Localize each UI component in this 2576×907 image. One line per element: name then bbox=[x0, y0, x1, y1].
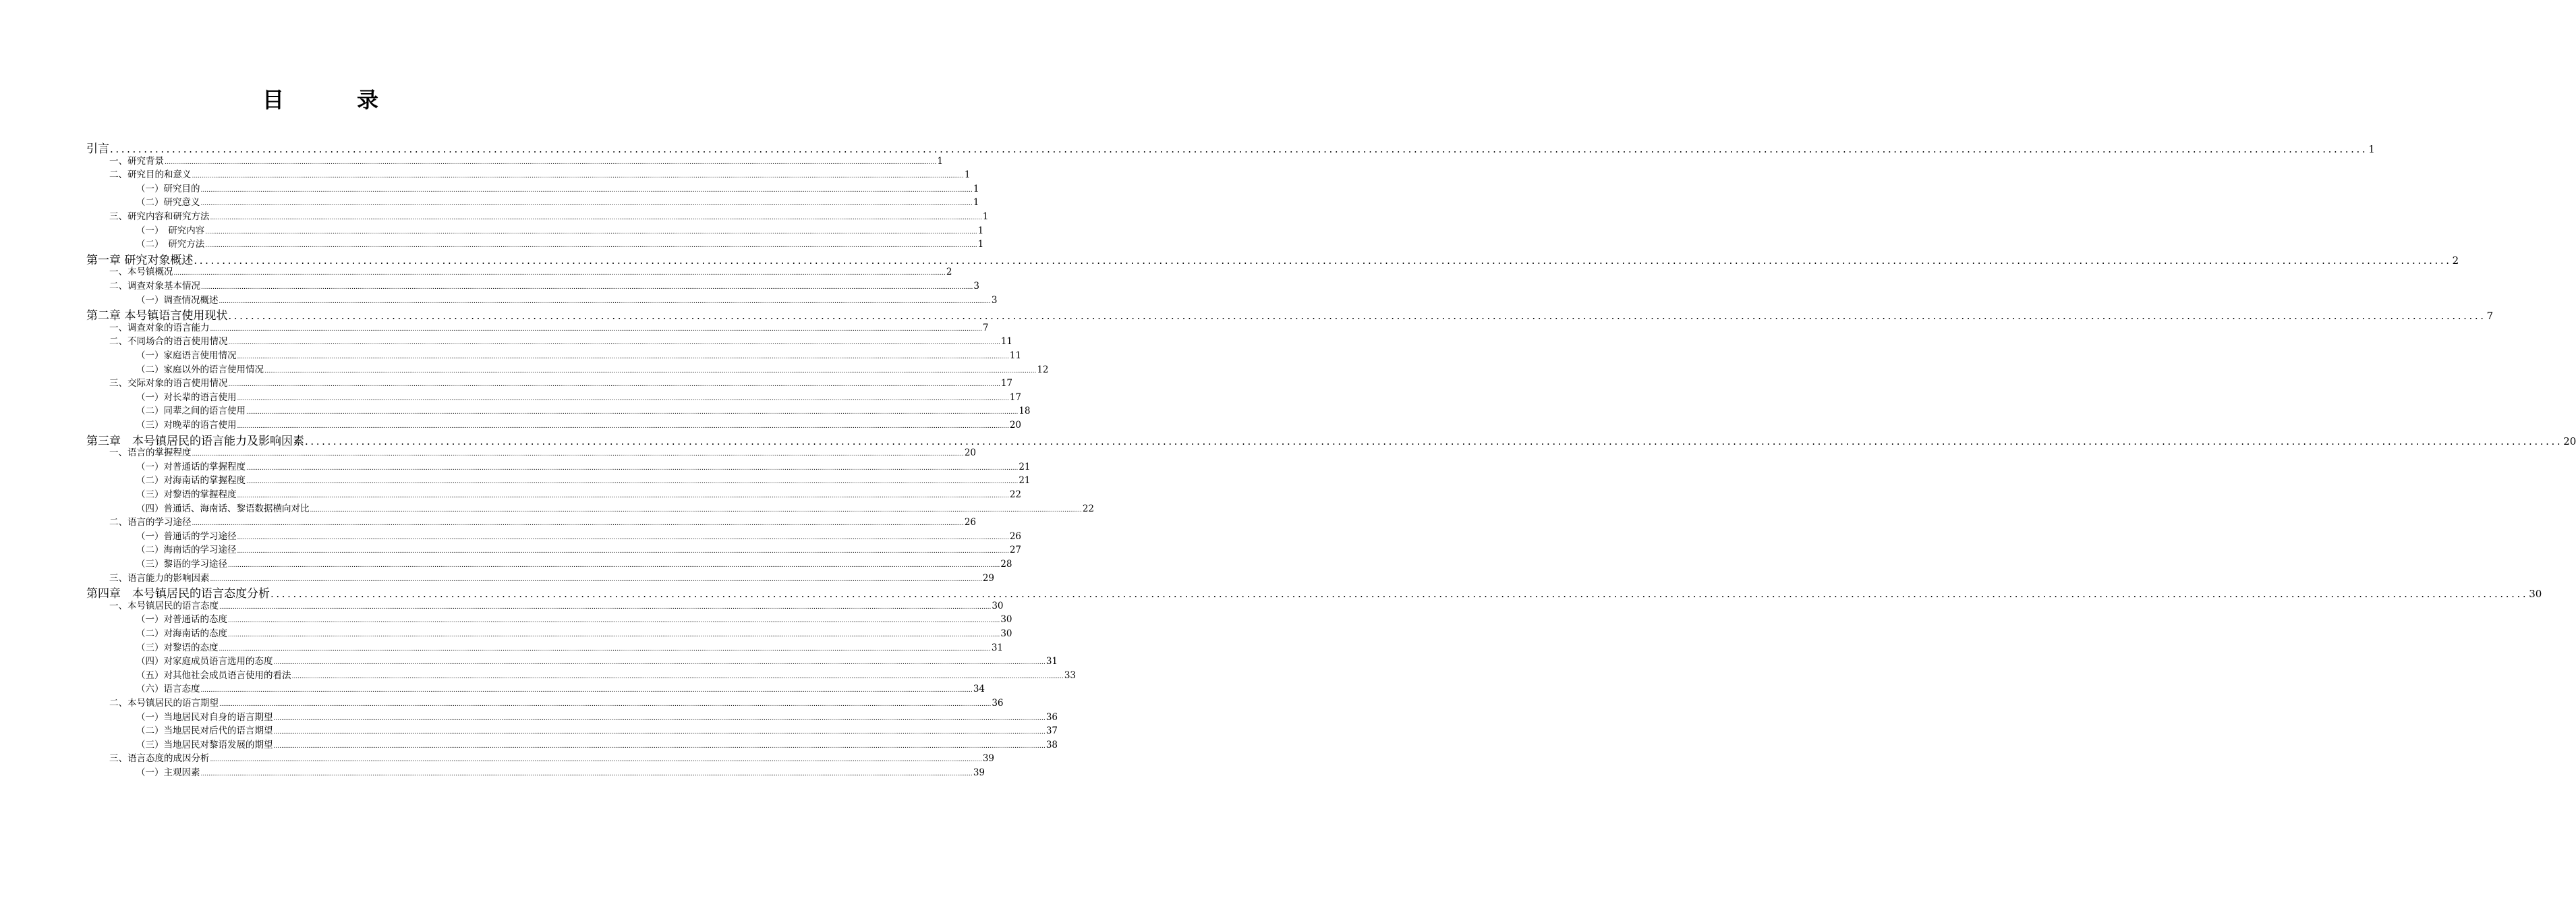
toc-page-number: 1 bbox=[982, 211, 989, 222]
toc-entry-label: （一）普通话的学习途径 bbox=[136, 530, 237, 542]
toc-leader-dots: ................................................................................................................................................................................................................................................................................................................................................................................................................ bbox=[228, 381, 1000, 389]
toc-leader-dots: ................................................................................................................................................................................................................................................................................................................................................................................................................ bbox=[246, 478, 1019, 486]
toc-entry[interactable] bbox=[136, 653, 1058, 667]
toc-leader-dots: ................................................................................................................................................................................................................................................................................................................................................................................................................ bbox=[237, 423, 1009, 430]
toc-page-number: 17 bbox=[1000, 378, 1013, 389]
toc-entry[interactable] bbox=[109, 695, 1004, 709]
toc-entry[interactable] bbox=[136, 709, 1058, 723]
toc-entry-label: （六）语言态度 bbox=[136, 684, 200, 695]
toc-page-number: 26 bbox=[1009, 530, 1022, 542]
toc-leader-dots: ................................................................................................................................................................................................................................................................................................................................................................................................................ bbox=[205, 228, 977, 236]
toc-leader-dots: ................................................................................................................................................................................................................................................................................................................................................................................................................ bbox=[200, 771, 973, 777]
page-title: 目 录 bbox=[262, 87, 404, 113]
toc-leader-dots: ................................................................................................................................................................................................................................................................................................................................................................................................................ bbox=[228, 632, 1000, 638]
toc-entry[interactable] bbox=[136, 487, 1022, 500]
toc-page-number: 21 bbox=[1019, 461, 1031, 472]
toc-leader-dots: ................................................................................................................................................................................................................................................................................................................................................................................................................ bbox=[210, 325, 982, 333]
toc-page-number: 39 bbox=[982, 753, 995, 765]
toc-page-number: 1 bbox=[2368, 143, 2375, 155]
toc-entry[interactable] bbox=[136, 181, 979, 194]
toc-leader-dots: ................................................................................................................................................................................................................................................................................................................................................................................................................ bbox=[192, 451, 964, 458]
toc-chapter-entry[interactable] bbox=[86, 306, 2494, 323]
toc-leader-dots: ................................................................................................................................................................................................................................................................................................................................................................................................................ bbox=[192, 173, 964, 180]
toc-chapter-entry[interactable] bbox=[86, 431, 2576, 448]
toc-entry-label: （三）对晚辈的语言使用 bbox=[136, 420, 237, 431]
toc-entry-label: 二、不同场合的语言使用情况 bbox=[109, 336, 228, 348]
toc-entry-label: 引言 bbox=[86, 142, 109, 156]
toc-entry-label: （一）当地居民对自身的语言期望 bbox=[136, 711, 273, 723]
toc-entry-label: 一、本号镇概况 bbox=[109, 267, 173, 278]
toc-entry-label: （一）调查情况概述 bbox=[136, 294, 219, 306]
toc-entry[interactable] bbox=[136, 459, 1031, 472]
toc-page-number: 22 bbox=[1009, 489, 1022, 500]
toc-entry-label: （三）对黎语的态度 bbox=[136, 642, 219, 653]
toc-page-number: 1 bbox=[973, 197, 979, 209]
toc-entry[interactable] bbox=[136, 640, 1004, 653]
toc-leader-dots: ................................................................................................................................................................................................................................................................................................................................................................................................................ bbox=[273, 742, 1046, 750]
toc-entry[interactable] bbox=[136, 723, 1058, 737]
toc-leader-dots: ................................................................................................................................................................................................................................................................................................................................................................................................................ bbox=[291, 673, 1064, 680]
toc-entry[interactable] bbox=[136, 472, 1031, 487]
toc-entry[interactable] bbox=[136, 236, 984, 250]
toc-entry-label: 三、语言能力的影响因素 bbox=[109, 572, 210, 584]
toc-entry-label: （二）同辈之间的语言使用 bbox=[136, 406, 246, 417]
toc-entry-label: （一） 研究内容 bbox=[136, 225, 205, 236]
toc-entry[interactable] bbox=[136, 292, 998, 306]
toc-leader-dots: ................................................................................................................................................................................................................................................................................................................................................................................................................ bbox=[237, 548, 1009, 555]
toc-page-number: 7 bbox=[2486, 310, 2494, 323]
toc-entry-label: （三）当地居民对黎语发展的期望 bbox=[136, 739, 273, 750]
toc-leader-dots: ................................................................................................................................................................................................................................................................................................................................................................................................................ bbox=[228, 339, 1000, 347]
toc-entry-label: （二）家庭以外的语言使用情况 bbox=[136, 364, 264, 375]
toc-leader-dots: ................................................................................................................................................................................................................................................................................................................................................................................................................ bbox=[200, 687, 973, 694]
toc-entry-label: （一）家庭语言使用情况 bbox=[136, 350, 237, 361]
toc-page-number: 3 bbox=[991, 294, 998, 306]
toc-leader-dots: ................................................................................................................................................................................................................................................................................................................................................................................................................ bbox=[210, 757, 982, 764]
toc-entry[interactable] bbox=[136, 417, 1022, 431]
toc-page-number: 27 bbox=[1009, 545, 1022, 556]
toc-entry[interactable] bbox=[136, 611, 1012, 626]
toc-page-number: 2 bbox=[2452, 254, 2459, 267]
toc-entry[interactable] bbox=[109, 445, 977, 459]
toc-page-number: 21 bbox=[1019, 475, 1031, 487]
toc-page-number: 39 bbox=[973, 767, 985, 778]
toc-page-number: 30 bbox=[992, 600, 1004, 611]
toc-leader-dots: ................................................................................................................................................................................................................................................................................................................................................................................................................ bbox=[273, 729, 1046, 736]
toc-entry[interactable] bbox=[136, 765, 985, 778]
toc-entry-label: 三、交际对象的语言使用情况 bbox=[109, 378, 228, 389]
toc-page-number: 2 bbox=[946, 267, 952, 278]
toc-leader-dots: ................................................................................................................................................................................................................................................................................................................................................................................................................ bbox=[194, 254, 2452, 267]
toc-leader-dots: ................................................................................................................................................................................................................................................................................................................................................................................................................ bbox=[310, 506, 1082, 514]
toc-leader-dots: ................................................................................................................................................................................................................................................................................................................................................................................................................ bbox=[110, 143, 2368, 155]
toc-entry-label: （二）对海南话的掌握程度 bbox=[136, 475, 246, 487]
toc-entry-label: （一）研究目的 bbox=[136, 183, 200, 194]
toc-leader-dots: ................................................................................................................................................................................................................................................................................................................................................................................................................ bbox=[237, 354, 1009, 360]
toc-entry[interactable] bbox=[109, 278, 979, 292]
toc-leader-dots: ................................................................................................................................................................................................................................................................................................................................................................................................................ bbox=[273, 659, 1046, 667]
toc-entry[interactable] bbox=[136, 223, 984, 236]
toc-page-number: 1 bbox=[964, 169, 971, 181]
toc-entry[interactable] bbox=[109, 375, 1013, 389]
toc-page-number: 20 bbox=[2563, 435, 2576, 447]
toc-leader-dots: ................................................................................................................................................................................................................................................................................................................................................................................................................ bbox=[219, 645, 991, 653]
toc-page-number: 20 bbox=[1009, 420, 1022, 431]
toc-entry[interactable] bbox=[136, 362, 1049, 375]
toc-entry[interactable] bbox=[109, 320, 989, 333]
toc-entry[interactable] bbox=[109, 598, 1004, 611]
toc-entry-label: （三）黎语的学习途径 bbox=[136, 559, 227, 570]
toc-entry-label: 一、本号镇居民的语言态度 bbox=[109, 600, 219, 611]
toc-leader-dots: ................................................................................................................................................................................................................................................................................................................................................................................................................ bbox=[219, 298, 991, 305]
toc-leader-dots: ................................................................................................................................................................................................................................................................................................................................................................................................................ bbox=[173, 270, 946, 277]
toc-entry-label: 二、调查对象基本情况 bbox=[109, 281, 200, 292]
toc-entry[interactable] bbox=[136, 556, 1012, 570]
toc-entry-label: 第二章 本号镇语言使用现状 bbox=[86, 309, 228, 323]
toc-entry-label: （一）对普通话的掌握程度 bbox=[136, 461, 246, 472]
toc-leader-dots: ................................................................................................................................................................................................................................................................................................................................................................................................................ bbox=[205, 242, 977, 250]
toc-entry-label: 第三章 本号镇居民的语言能力及影响因素 bbox=[86, 434, 304, 448]
toc-entry-label: 第一章 研究对象概述 bbox=[86, 253, 194, 267]
toc-chapter-entry[interactable] bbox=[86, 250, 2459, 267]
toc-leader-dots: ................................................................................................................................................................................................................................................................................................................................................................................................................ bbox=[237, 493, 1009, 499]
toc-page-number: 12 bbox=[1037, 364, 1049, 375]
toc-entry-label: 第四章 本号镇居民的语言态度分析 bbox=[86, 587, 270, 601]
toc-page-number: 22 bbox=[1082, 503, 1095, 514]
toc-leader-dots: ................................................................................................................................................................................................................................................................................................................................................................................................................ bbox=[305, 435, 2563, 447]
toc-leader-dots: ................................................................................................................................................................................................................................................................................................................................................................................................................ bbox=[210, 215, 982, 221]
toc-leader-dots: ................................................................................................................................................................................................................................................................................................................................................................................................................ bbox=[228, 310, 2486, 323]
toc-page-number: 26 bbox=[964, 517, 977, 528]
toc-page-number: 31 bbox=[991, 642, 1004, 653]
toc-entry[interactable] bbox=[136, 681, 985, 695]
toc-leader-dots: ................................................................................................................................................................................................................................................................................................................................................................................................................ bbox=[264, 367, 1037, 375]
toc-page-number: 34 bbox=[973, 684, 985, 695]
toc-entry-label: （五）对其他社会成员语言使用的看法 bbox=[136, 669, 291, 681]
toc-page-number: 30 bbox=[1000, 614, 1012, 626]
toc-leader-dots: ................................................................................................................................................................................................................................................................................................................................................................................................................ bbox=[228, 562, 1000, 569]
toc-leader-dots: ................................................................................................................................................................................................................................................................................................................................................................................................................ bbox=[228, 617, 1000, 625]
toc-entry[interactable] bbox=[136, 667, 1077, 681]
toc-entry-label: （三）对黎语的掌握程度 bbox=[136, 489, 237, 500]
toc-leader-dots: ................................................................................................................................................................................................................................................................................................................................................................................................................ bbox=[200, 200, 973, 208]
toc-page-number: 36 bbox=[1046, 711, 1058, 723]
toc-entry-label: 一、调查对象的语言能力 bbox=[109, 322, 210, 333]
toc-entry-label: 三、语言态度的成因分析 bbox=[109, 753, 210, 765]
toc-leader-dots: ................................................................................................................................................................................................................................................................................................................................................................................................................ bbox=[219, 603, 992, 611]
toc-page-number: 11 bbox=[1000, 336, 1013, 348]
toc-page-number: 29 bbox=[982, 572, 995, 584]
toc-entry-label: （二）对海南话的态度 bbox=[136, 628, 227, 639]
toc-chapter-entry[interactable] bbox=[86, 139, 2375, 156]
toc-leader-dots: ................................................................................................................................................................................................................................................................................................................................................................................................................ bbox=[246, 464, 1019, 472]
toc-entry-label: 二、研究目的和意义 bbox=[109, 169, 192, 181]
toc-entry-label: （二）海南话的学习途径 bbox=[136, 545, 237, 556]
toc-page-number: 17 bbox=[1009, 391, 1022, 403]
toc-entry[interactable] bbox=[109, 264, 952, 278]
toc-entry-label: （四）对家庭成员语言选用的态度 bbox=[136, 656, 273, 667]
toc-entry-label: 一、语言的掌握程度 bbox=[109, 447, 192, 459]
toc-page-number: 36 bbox=[992, 698, 1004, 709]
toc-leader-dots: ................................................................................................................................................................................................................................................................................................................................................................................................................ bbox=[210, 576, 982, 583]
toc-entry[interactable] bbox=[136, 542, 1022, 556]
toc-leader-dots: ................................................................................................................................................................................................................................................................................................................................................................................................................ bbox=[246, 409, 1019, 416]
toc-entry[interactable] bbox=[136, 737, 1058, 750]
toc-entry-label: （一）对普通话的态度 bbox=[136, 614, 227, 626]
toc-page-number: 28 bbox=[1000, 559, 1012, 570]
toc-entry[interactable] bbox=[136, 389, 1022, 403]
toc-leader-dots: ................................................................................................................................................................................................................................................................................................................................................................................................................ bbox=[219, 701, 992, 708]
toc-entry[interactable] bbox=[136, 348, 1022, 361]
toc-page-number: 1 bbox=[937, 155, 943, 167]
toc-entry-label: （二）研究意义 bbox=[136, 197, 200, 209]
toc-leader-dots: ................................................................................................................................................................................................................................................................................................................................................................................................................ bbox=[192, 520, 964, 528]
toc-entry-label: （一）对长辈的语言使用 bbox=[136, 391, 237, 403]
toc-leader-dots: ................................................................................................................................................................................................................................................................................................................................................................................................................ bbox=[200, 186, 973, 194]
toc-leader-dots: ................................................................................................................................................................................................................................................................................................................................................................................................................ bbox=[273, 715, 1046, 722]
toc-page-number: 7 bbox=[982, 322, 989, 333]
toc-leader-dots: ................................................................................................................................................................................................................................................................................................................................................................................................................ bbox=[237, 534, 1009, 541]
toc-entry[interactable] bbox=[109, 167, 971, 181]
toc-leader-dots: ................................................................................................................................................................................................................................................................................................................................................................................................................ bbox=[165, 159, 937, 166]
toc-entry-label: （二）当地居民对后代的语言期望 bbox=[136, 725, 273, 737]
toc-page-number: 1 bbox=[977, 225, 984, 236]
toc-entry-label: （二） 研究方法 bbox=[136, 239, 205, 250]
toc-page-number: 37 bbox=[1046, 725, 1058, 737]
toc-page-number: 11 bbox=[1009, 350, 1022, 361]
toc-entry[interactable] bbox=[136, 501, 1095, 514]
toc-entry-label: 一、研究背景 bbox=[109, 155, 164, 167]
toc-entry[interactable] bbox=[136, 626, 1012, 639]
toc-entry[interactable] bbox=[136, 194, 979, 209]
toc-page-number: 3 bbox=[973, 281, 979, 292]
toc-leader-dots: ................................................................................................................................................................................................................................................................................................................................................................................................................ bbox=[237, 395, 1009, 402]
toc-entry-label: 二、语言的学习途径 bbox=[109, 517, 192, 528]
toc-entry[interactable] bbox=[136, 528, 1022, 542]
toc-entry[interactable] bbox=[109, 514, 977, 528]
toc-page-number: 31 bbox=[1046, 656, 1058, 667]
toc-entry[interactable] bbox=[109, 570, 995, 584]
toc-entry-label: （四）普通话、海南话、黎语数据横向对比 bbox=[136, 503, 310, 514]
toc-entry[interactable] bbox=[136, 403, 1031, 417]
toc-chapter-entry[interactable] bbox=[86, 584, 2542, 601]
toc-page-number: 18 bbox=[1019, 406, 1031, 417]
toc-leader-dots: ................................................................................................................................................................................................................................................................................................................................................................................................................ bbox=[201, 284, 973, 291]
toc-page-number: 38 bbox=[1046, 739, 1058, 750]
toc-page-number: 1 bbox=[977, 239, 984, 250]
toc-page-number: 20 bbox=[964, 447, 977, 459]
toc-page-number: 30 bbox=[1000, 628, 1012, 639]
toc-leader-dots: ................................................................................................................................................................................................................................................................................................................................................................................................................ bbox=[270, 588, 2529, 601]
toc-entry[interactable] bbox=[109, 153, 943, 167]
toc-page-number: 33 bbox=[1064, 669, 1077, 681]
toc-entry[interactable] bbox=[109, 750, 995, 765]
toc-entry[interactable] bbox=[109, 209, 989, 222]
toc-entry-label: 二、本号镇居民的语言期望 bbox=[109, 698, 219, 709]
toc-entry-label: （一）主观因素 bbox=[136, 767, 200, 778]
toc-page-number: 30 bbox=[2529, 588, 2542, 601]
toc-page-number: 1 bbox=[973, 183, 979, 194]
toc-entry-label: 三、研究内容和研究方法 bbox=[109, 211, 210, 222]
toc-entry[interactable] bbox=[109, 333, 1013, 348]
